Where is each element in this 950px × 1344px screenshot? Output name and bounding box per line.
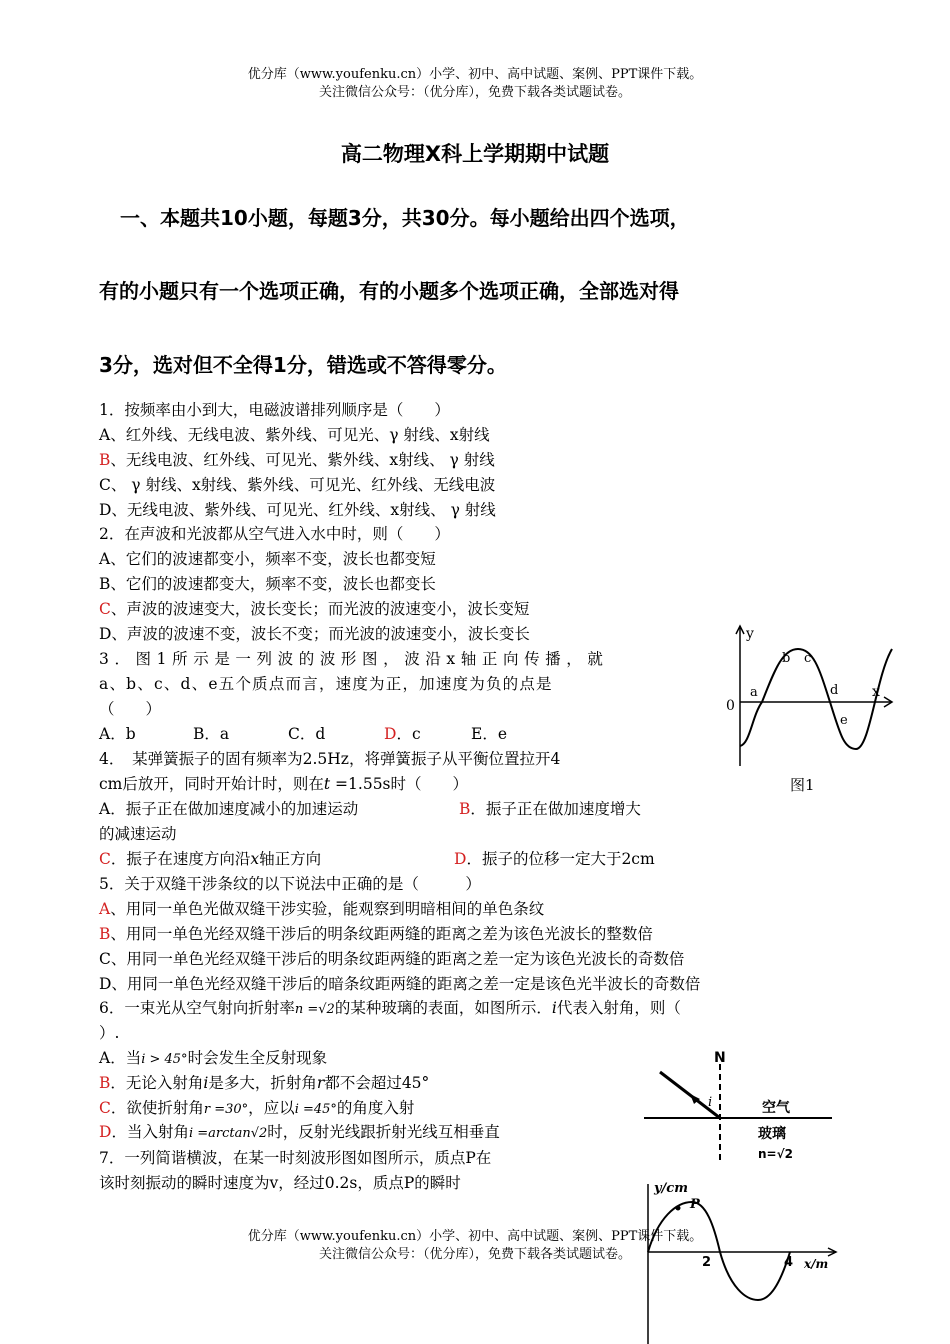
- q3-options: [99, 724, 507, 744]
- q6-line-2: ）.: [99, 1024, 120, 1042]
- q6-option-c-r: r =30°: [203, 1102, 249, 1117]
- header-line-1: 优分库（www.youfenku.cn）小学、初中、高中试题、案例、PPT课件下载。: [247, 67, 703, 82]
- q5-option-a-letter: A: [99, 900, 111, 918]
- q3-line-3: （ ）: [99, 700, 162, 718]
- q6-option-c-i: i =45°: [294, 1102, 337, 1117]
- q6-option-d-end: 时，反射光线跟折射光线互相垂直: [267, 1123, 500, 1141]
- fig1-point-b: b: [782, 651, 791, 666]
- q1-option-b: [99, 450, 495, 470]
- section-instructions-line-1: 一、本题共10小题，每题3分，共30分。每小题给出四个选项，: [120, 206, 690, 230]
- fig2-glass-label: 玻璃: [758, 1126, 786, 1142]
- fig3-tick-2: 2: [702, 1255, 712, 1270]
- section-instructions-line-3: 3分，选对但不全得1分，错选或不答得零分。: [99, 353, 507, 377]
- q4-option-b-text: ．振子正在做加速度增大: [470, 800, 641, 818]
- fig2-n-label: N: [714, 1050, 726, 1066]
- header-line-2: 关注微信公众号：（优分库），免费下载各类试题试卷。: [318, 85, 631, 100]
- figure-2-refraction: [638, 1050, 838, 1162]
- q1-stem: 1．按频率由小到大，电磁波谱排列顺序是（ ）: [99, 401, 450, 419]
- q2-option-a: A、它们的波速都变小，频率不变，波长也都变短: [99, 550, 436, 568]
- q3-option-e: E．e: [471, 725, 507, 743]
- q5-option-b-letter: B: [99, 925, 111, 943]
- q6-var-i: i: [551, 999, 557, 1017]
- q2-stem: 2．在声波和光波都从空气进入水中时，则（ ）: [99, 525, 450, 543]
- q6-option-b-r: r: [316, 1074, 325, 1092]
- q1-option-b-text: 、无线电波、红外线、可见光、紫外线、x射线、 γ 射线: [110, 451, 495, 469]
- q6-option-a-end: 时会发生全反射现象: [187, 1049, 328, 1067]
- q3-option-a: A．b: [99, 725, 136, 743]
- q4-var-t: t: [323, 775, 331, 793]
- q6-option-c-text: ．欲使折射角: [110, 1099, 204, 1117]
- q7-line-1: 7．一列简谐横波，在某一时刻波形图如图所示，质点P在: [99, 1149, 492, 1167]
- section-instructions-line-2: 有的小题只有一个选项正确，有的小题多个选项正确，全部选对得: [99, 279, 679, 303]
- q6-option-c-letter: C: [99, 1099, 111, 1117]
- fig3-tick-4: 4: [784, 1255, 794, 1270]
- q6-option-d: [99, 1122, 500, 1144]
- q6-option-d-text: ．当入射角: [111, 1123, 189, 1141]
- footer-line-1: 优分库（www.youfenku.cn）小学、初中、高中试题、案例、PPT课件下载。: [247, 1229, 703, 1244]
- q4-option-d: [454, 849, 655, 869]
- fig3-p-label: P: [690, 1197, 700, 1212]
- fig1-point-d: d: [830, 683, 839, 698]
- q4-option-d-letter: D: [454, 850, 467, 868]
- q1-option-c: C、 γ 射线、x射线、紫外线、可见光、红外线、无线电波: [99, 476, 496, 494]
- q4-line-2-b: =1.55s时（ ）: [330, 775, 469, 793]
- q6-line-1-a: 6．一束光从空气射向折射率: [99, 999, 295, 1017]
- fig1-point-c: c: [804, 651, 812, 666]
- fig2-i-label: i: [708, 1095, 713, 1110]
- q4-line-1: 4． 某弹簧振子的固有频率为2.5Hz，将弹簧振子从平衡位置拉开4: [99, 750, 561, 768]
- fig3-y-label: y/cm: [654, 1181, 688, 1196]
- q4-var-x: x: [250, 850, 260, 868]
- q4-option-c: [99, 849, 321, 869]
- q2-option-c: [99, 599, 529, 619]
- q6-option-b-text: ．无论入射角: [110, 1074, 204, 1092]
- q6-line-1: [99, 998, 681, 1020]
- q6-line-1-c: 代表入射角，则（: [556, 999, 681, 1017]
- q5-option-a: [99, 899, 544, 919]
- q5-stem: 5．关于双缝干涉条纹的以下说法中正确的是（ ）: [99, 875, 481, 893]
- q6-option-b-end: 都不会超过45°: [324, 1074, 430, 1092]
- fig2-air-label: 空气: [762, 1100, 790, 1116]
- q3-option-d: D．c: [384, 725, 421, 743]
- q6-option-c-mid: ，应以: [248, 1099, 295, 1117]
- q5-option-a-text: 、用同一单色光做双缝干涉实验，能观察到明暗相间的单色条纹: [110, 900, 545, 918]
- q6-option-a: [99, 1048, 327, 1070]
- q4-option-d-text: ．振子的位移一定大于2cm: [466, 850, 655, 868]
- q1-option-d: D、无线电波、紫外线、可见光、红外线、x射线、 γ 射线: [99, 501, 496, 519]
- q4-option-c-text: ．振子在速度方向沿: [110, 850, 251, 868]
- q2-option-c-text: 、声波的波速变大，波长变长；而光波的波速变小，波长变短: [110, 600, 530, 618]
- q6-option-a-math: i > 45°: [141, 1052, 188, 1067]
- q6-n-value: n =√2: [294, 1002, 335, 1017]
- fig3-x-label: x/m: [804, 1257, 829, 1271]
- q3-line-2: a、b、c、d、e五个质点而言，速度为正，加速度为负的点是: [99, 675, 553, 693]
- q6-option-c: [99, 1098, 414, 1120]
- q5-option-c: C、用同一单色光经双缝干涉后的明条纹距两缝的距离之差一定为该色光波长的奇数倍: [99, 950, 685, 968]
- q1-option-a: A、红外线、无线电波、紫外线、可见光、γ 射线、x射线: [99, 426, 490, 444]
- q5-option-b: [99, 924, 653, 944]
- q5-option-b-text: 、用同一单色光经双缝干涉后的明条纹距两缝的距离之差为该色光波长的整数倍: [110, 925, 653, 943]
- fig1-origin: 0: [726, 698, 735, 714]
- q4-line-2: [99, 774, 468, 794]
- fig1-x-label: x: [872, 684, 880, 700]
- page-title: 高二物理X科上学期期中试题: [340, 142, 610, 166]
- q6-line-1-b: 的某种玻璃的表面，如图所示．: [334, 999, 552, 1017]
- q6-option-d-math: i =arctan√2: [188, 1126, 268, 1141]
- figure-2-svg: [638, 1050, 838, 1162]
- q6-option-b: [99, 1073, 429, 1093]
- q3-option-c: C．d: [288, 725, 326, 743]
- q4-option-b-cont: 的减速运动: [99, 825, 177, 843]
- fig2-n-value: n=√2: [758, 1147, 793, 1161]
- fig1-caption: 图1: [790, 776, 815, 794]
- q5-option-d: D、用同一单色光经双缝干涉后的暗条纹距两缝的距离之差一定是该色光半波长的奇数倍: [99, 975, 701, 993]
- q2-option-b: B、它们的波速都变大，频率不变，波长也都变长: [99, 575, 436, 593]
- fig1-y-label: y: [746, 626, 754, 642]
- q3-option-b: B．a: [193, 725, 230, 743]
- q4-option-c-end: 轴正方向: [259, 850, 322, 868]
- q3-line-1: 3．图1所示是一列波的波形图，波沿x轴正向传播，就: [99, 650, 609, 668]
- q2-option-c-letter: C: [99, 600, 111, 618]
- q6-option-c-end: 的角度入射: [336, 1099, 415, 1117]
- figure-1-svg: [722, 616, 897, 801]
- q1-option-b-letter: B: [99, 451, 111, 469]
- q6-option-b-letter: B: [99, 1074, 111, 1092]
- q2-option-d: D、声波的波速不变，波长不变；而光波的波速变小，波长变长: [99, 625, 530, 643]
- fig3-point-p: [676, 1206, 681, 1211]
- fig1-wave-curve: [740, 649, 892, 749]
- q4-option-a: A．振子正在做加速度减小的加速运动: [99, 800, 359, 818]
- q6-option-a-text: A．当: [99, 1049, 142, 1067]
- q4-option-b: [459, 799, 641, 819]
- fig1-point-e: e: [840, 713, 848, 728]
- q4-line-2-a: cm后放开，同时开始计时，则在: [99, 775, 324, 793]
- q7-line-2: 该时刻振动的瞬时速度为v，经过0.2s，质点P的瞬时: [99, 1174, 461, 1192]
- figure-1-wave: [722, 616, 897, 801]
- q6-option-b-mid: 是多大，折射角: [208, 1074, 317, 1092]
- footer-line-2: 关注微信公众号：（优分库），免费下载各类试题试卷。: [318, 1247, 631, 1262]
- fig1-point-a: a: [750, 685, 758, 700]
- q6-option-b-i: i: [203, 1074, 209, 1092]
- q4-option-c-letter: C: [99, 850, 111, 868]
- q6-option-d-letter: D: [99, 1123, 112, 1141]
- q4-option-b-letter: B: [459, 800, 471, 818]
